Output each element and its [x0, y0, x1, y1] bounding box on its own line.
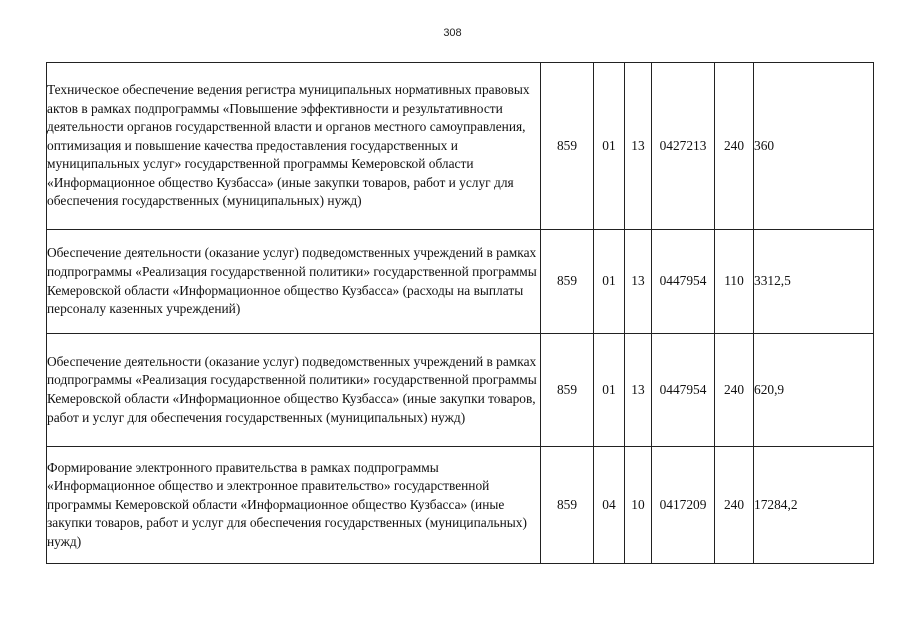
budget-table: [46, 62, 874, 564]
row-description: Обеспечение деятельности (оказание услуг) подведомственных учреждений в рамках подпрограммы «Реализация государственной политики» государственной программы Кемеровской области «Информационное общество Кузбасса» (иные закупки товаров, работ и услуг для обеспечения государственных (муниципальных) нужд): [47, 334, 541, 447]
subsection-code: 10: [625, 447, 652, 564]
ministry-code: 859: [541, 63, 594, 230]
expense-type-code: 110: [715, 230, 754, 334]
table-row: [47, 63, 874, 230]
subsection-code: 13: [625, 63, 652, 230]
expense-type-code: 240: [715, 447, 754, 564]
amount-value: 3312,5: [754, 230, 874, 334]
table-row: [47, 447, 874, 564]
section-code: 01: [594, 230, 625, 334]
ministry-code: 859: [541, 334, 594, 447]
expense-type-code: 240: [715, 63, 754, 230]
target-article-code: 0427213: [652, 63, 715, 230]
ministry-code: 859: [541, 230, 594, 334]
target-article-code: 0447954: [652, 334, 715, 447]
subsection-code: 13: [625, 230, 652, 334]
table-row: [47, 230, 874, 334]
row-description: Обеспечение деятельности (оказание услуг) подведомственных учреждений в рамках подпрограммы «Реализация государственной политики» государственной программы Кемеровской области «Информационное общество Кузбасса» (расходы на выплаты персоналу казенных учреждений): [47, 230, 541, 334]
table-row: [47, 334, 874, 447]
section-code: 01: [594, 334, 625, 447]
target-article-code: 0447954: [652, 230, 715, 334]
row-description: Формирование электронного правительства в рамках подпрограммы «Информационное общество и электронное правительство» государственной программы Кемеровской области «Информационное общество Кузбасса» (иные закупки товаров, работ и услуг для обеспечения государственных (муниципальных) нужд): [47, 447, 541, 564]
subsection-code: 13: [625, 334, 652, 447]
amount-value: 360: [754, 63, 874, 230]
section-code: 04: [594, 447, 625, 564]
amount-value: 620,9: [754, 334, 874, 447]
row-description: Техническое обеспечение ведения регистра муниципальных нормативных правовых актов в рамках подпрограммы «Повышение эффективности и результативности деятельности органов государственной власти и органов местного самоуправления, оптимизация и повышение качества предоставления государственных и муниципальных услуг» государственной программы Кемеровской области «Информационное общество Кузбасса» (иные закупки товаров, работ и услуг для обеспечения государственных (муниципальных) нужд): [47, 63, 541, 230]
expense-type-code: 240: [715, 334, 754, 447]
target-article-code: 0417209: [652, 447, 715, 564]
ministry-code: 859: [541, 447, 594, 564]
section-code: 01: [594, 63, 625, 230]
page-number: 308: [443, 27, 462, 39]
amount-value: 17284,2: [754, 447, 874, 564]
